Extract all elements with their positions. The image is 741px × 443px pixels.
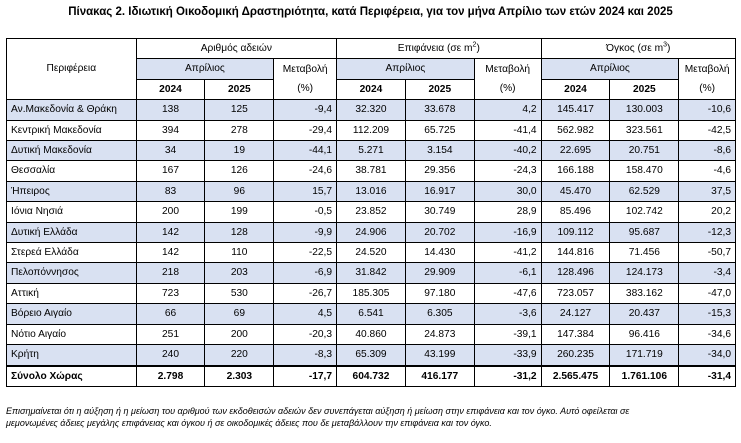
cell-s25: 30.749 (405, 202, 474, 222)
header-surface-change: Μεταβολή (%) (474, 59, 541, 100)
cell-pc: -6,9 (274, 263, 337, 283)
table-row (7, 100, 736, 120)
cell-region: Αττική (7, 283, 137, 303)
cell-sc: 4,2 (474, 100, 541, 120)
cell-s24: 6.541 (337, 304, 406, 324)
cell-s25: 416.177 (405, 366, 474, 387)
cell-sc: -40,2 (474, 141, 541, 161)
cell-s25: 20.702 (405, 222, 474, 242)
cell-p25: 220 (205, 345, 274, 366)
cell-sc: 28,9 (474, 202, 541, 222)
cell-s24: 32.320 (337, 100, 406, 120)
cell-v25: 102.742 (610, 202, 679, 222)
cell-pc: -8,3 (274, 345, 337, 366)
table-row (7, 324, 736, 344)
table-row (7, 222, 736, 242)
cell-vc: -50,7 (679, 243, 736, 263)
cell-region: Ήπειρος (7, 181, 137, 201)
cell-sc: 30,0 (474, 181, 541, 201)
header-surface-2024: 2024 (337, 79, 406, 99)
cell-p24: 66 (136, 304, 205, 324)
cell-p24: 723 (136, 283, 205, 303)
cell-v25: 62.529 (610, 181, 679, 201)
cell-s24: 112.209 (337, 120, 406, 140)
cell-region: Βόρειο Αιγαίο (7, 304, 137, 324)
cell-v24: 24.127 (541, 304, 610, 324)
cell-sc: -41,2 (474, 243, 541, 263)
cell-p24: 167 (136, 161, 205, 181)
cell-pc: -24,6 (274, 161, 337, 181)
cell-p25: 128 (205, 222, 274, 242)
cell-v25: 20.437 (610, 304, 679, 324)
cell-s25: 3.154 (405, 141, 474, 161)
header-surface-2025: 2025 (405, 79, 474, 99)
cell-v24: 562.982 (541, 120, 610, 140)
cell-v25: 95.687 (610, 222, 679, 242)
table-row (7, 283, 736, 303)
cell-pc: -22,5 (274, 243, 337, 263)
table-row (7, 181, 736, 201)
cell-v25: 323.561 (610, 120, 679, 140)
footnote-line-2: μεμονωμένες άδειες μεγάλης επιφάνειας και όγκου ή σε οικοδομικές άδειες που δε μεταβάλλουν την επιφάνεια και τον όγκο. (6, 418, 492, 428)
cell-vc: -47,0 (679, 283, 736, 303)
cell-p24: 200 (136, 202, 205, 222)
cell-vc: -10,6 (679, 100, 736, 120)
cell-sc: -39,1 (474, 324, 541, 344)
cell-v24: 723.057 (541, 283, 610, 303)
cell-s25: 33.678 (405, 100, 474, 120)
cell-sc: -33,9 (474, 345, 541, 366)
cell-p24: 218 (136, 263, 205, 283)
cell-p25: 278 (205, 120, 274, 140)
cell-v25: 124.173 (610, 263, 679, 283)
cell-s25: 14.430 (405, 243, 474, 263)
cell-p25: 96 (205, 181, 274, 201)
header-permits-2024: 2024 (136, 79, 205, 99)
cell-vc: 37,5 (679, 181, 736, 201)
cell-s25: 24.873 (405, 324, 474, 344)
cell-s25: 16.917 (405, 181, 474, 201)
cell-s25: 29.356 (405, 161, 474, 181)
cell-region: Στερεά Ελλάδα (7, 243, 137, 263)
header-volume-change: Μεταβολή (%) (679, 59, 736, 100)
cell-v25: 171.719 (610, 345, 679, 366)
cell-s24: 31.842 (337, 263, 406, 283)
cell-v25: 1.761.106 (610, 366, 679, 387)
cell-sc: -3,6 (474, 304, 541, 324)
cell-vc: -31,4 (679, 366, 736, 387)
cell-p24: 251 (136, 324, 205, 344)
footnote-line-1: Επισημαίνεται ότι η αύξηση ή η μείωση του αριθμού των εκδοθεισών αδειών δεν συνεπάγεται αύξηση ή μείωση στην επιφάνεια και τον όγκο. Αυτό οφείλεται σε (6, 406, 630, 416)
cell-v24: 144.816 (541, 243, 610, 263)
cell-region: Θεσσαλία (7, 161, 137, 181)
cell-p25: 203 (205, 263, 274, 283)
cell-s25: 43.199 (405, 345, 474, 366)
cell-region: Νότιο Αιγαίο (7, 324, 137, 344)
cell-v24: 45.470 (541, 181, 610, 201)
cell-region: Δυτική Ελλάδα (7, 222, 137, 242)
cell-v25: 96.416 (610, 324, 679, 344)
cell-v25: 20.751 (610, 141, 679, 161)
cell-sc: -47,6 (474, 283, 541, 303)
cell-sc: -31,2 (474, 366, 541, 387)
cell-s24: 5.271 (337, 141, 406, 161)
cell-v25: 71.456 (610, 243, 679, 263)
cell-v24: 145.417 (541, 100, 610, 120)
cell-v24: 166.188 (541, 161, 610, 181)
table-row (7, 345, 736, 366)
cell-p24: 142 (136, 222, 205, 242)
cell-region: Σύνολο Χώρας (7, 366, 137, 387)
cell-s24: 604.732 (337, 366, 406, 387)
cell-v24: 109.112 (541, 222, 610, 242)
cell-pc: -9,9 (274, 222, 337, 242)
cell-sc: -16,9 (474, 222, 541, 242)
cell-pc: -20,3 (274, 324, 337, 344)
table-row (7, 120, 736, 140)
cell-vc: 20,2 (679, 202, 736, 222)
table-row (7, 161, 736, 181)
cell-pc: -29,4 (274, 120, 337, 140)
cell-p25: 530 (205, 283, 274, 303)
cell-region: Κρήτη (7, 345, 137, 366)
cell-vc: -3,4 (679, 263, 736, 283)
cell-v25: 130.003 (610, 100, 679, 120)
cell-p24: 240 (136, 345, 205, 366)
header-volume-2024: 2024 (541, 79, 610, 99)
header-volume-2025: 2025 (610, 79, 679, 99)
table-row (7, 141, 736, 161)
cell-s25: 29.909 (405, 263, 474, 283)
cell-pc: 4,5 (274, 304, 337, 324)
cell-pc: -17,7 (274, 366, 337, 387)
cell-p24: 138 (136, 100, 205, 120)
cell-vc: -34,6 (679, 324, 736, 344)
cell-region: Ιόνια Νησιά (7, 202, 137, 222)
cell-p25: 200 (205, 324, 274, 344)
cell-v25: 383.162 (610, 283, 679, 303)
cell-sc: -6,1 (474, 263, 541, 283)
cell-s24: 13.016 (337, 181, 406, 201)
cell-pc: -9,4 (274, 100, 337, 120)
cell-p24: 2.798 (136, 366, 205, 387)
cell-v24: 147.384 (541, 324, 610, 344)
cell-p24: 83 (136, 181, 205, 201)
cell-p25: 2.303 (205, 366, 274, 387)
cell-p25: 110 (205, 243, 274, 263)
header-volume-april: Απρίλιος (541, 59, 679, 79)
cell-region: Δυτική Μακεδονία (7, 141, 137, 161)
header-permits-april: Απρίλιος (136, 59, 274, 79)
cell-s24: 40.860 (337, 324, 406, 344)
cell-p25: 19 (205, 141, 274, 161)
cell-p25: 199 (205, 202, 274, 222)
cell-v24: 22.695 (541, 141, 610, 161)
cell-sc: -41,4 (474, 120, 541, 140)
cell-vc: -15,3 (679, 304, 736, 324)
cell-v24: 260.235 (541, 345, 610, 366)
cell-p25: 126 (205, 161, 274, 181)
cell-p24: 142 (136, 243, 205, 263)
table-row (7, 304, 736, 324)
cell-s24: 23.852 (337, 202, 406, 222)
cell-v24: 2.565.475 (541, 366, 610, 387)
cell-v25: 158.470 (610, 161, 679, 181)
cell-vc: -4,6 (679, 161, 736, 181)
cell-vc: -34,0 (679, 345, 736, 366)
header-volume: Όγκος (σε $m^3$) (541, 39, 735, 59)
cell-pc: 15,7 (274, 181, 337, 201)
header-permits: Αριθμός αδειών (136, 39, 336, 59)
cell-p24: 394 (136, 120, 205, 140)
header-surface-april: Απρίλιος (337, 59, 475, 79)
cell-s24: 38.781 (337, 161, 406, 181)
cell-p25: 125 (205, 100, 274, 120)
cell-region: Αν.Μακεδονία & Θράκη (7, 100, 137, 120)
cell-region: Πελοπόννησος (7, 263, 137, 283)
header-permits-2025: 2025 (205, 79, 274, 99)
cell-vc: -42,5 (679, 120, 736, 140)
cell-p24: 34 (136, 141, 205, 161)
cell-vc: -12,3 (679, 222, 736, 242)
cell-v24: 128.496 (541, 263, 610, 283)
cell-p25: 69 (205, 304, 274, 324)
cell-s25: 65.725 (405, 120, 474, 140)
cell-s24: 185.305 (337, 283, 406, 303)
cell-sc: -24,3 (474, 161, 541, 181)
cell-pc: -26,7 (274, 283, 337, 303)
cell-s25: 6.305 (405, 304, 474, 324)
table-title: Πίνακας 2. Ιδιωτική Οικοδομική Δραστηριότητα, κατά Περιφέρεια, για τον μήνα Απρίλιο των ετών 2024 και 2025 (68, 6, 673, 18)
table-row (7, 263, 736, 283)
header-region: Περιφέρεια (7, 39, 137, 100)
cell-region: Κεντρική Μακεδονία (7, 120, 137, 140)
table-row (7, 202, 736, 222)
table-row (7, 243, 736, 263)
total-row (7, 366, 736, 387)
header-permits-change: Μεταβολή (%) (274, 59, 337, 100)
cell-s24: 24.906 (337, 222, 406, 242)
cell-s24: 65.309 (337, 345, 406, 366)
region-statistics-table (6, 38, 736, 387)
cell-pc: -44,1 (274, 141, 337, 161)
cell-pc: -0,5 (274, 202, 337, 222)
cell-vc: -8,6 (679, 141, 736, 161)
cell-s24: 24.520 (337, 243, 406, 263)
footnote (6, 405, 736, 429)
cell-s25: 97.180 (405, 283, 474, 303)
cell-v24: 85.496 (541, 202, 610, 222)
header-surface: Επιφάνεια (σε $m^2$) (337, 39, 542, 59)
